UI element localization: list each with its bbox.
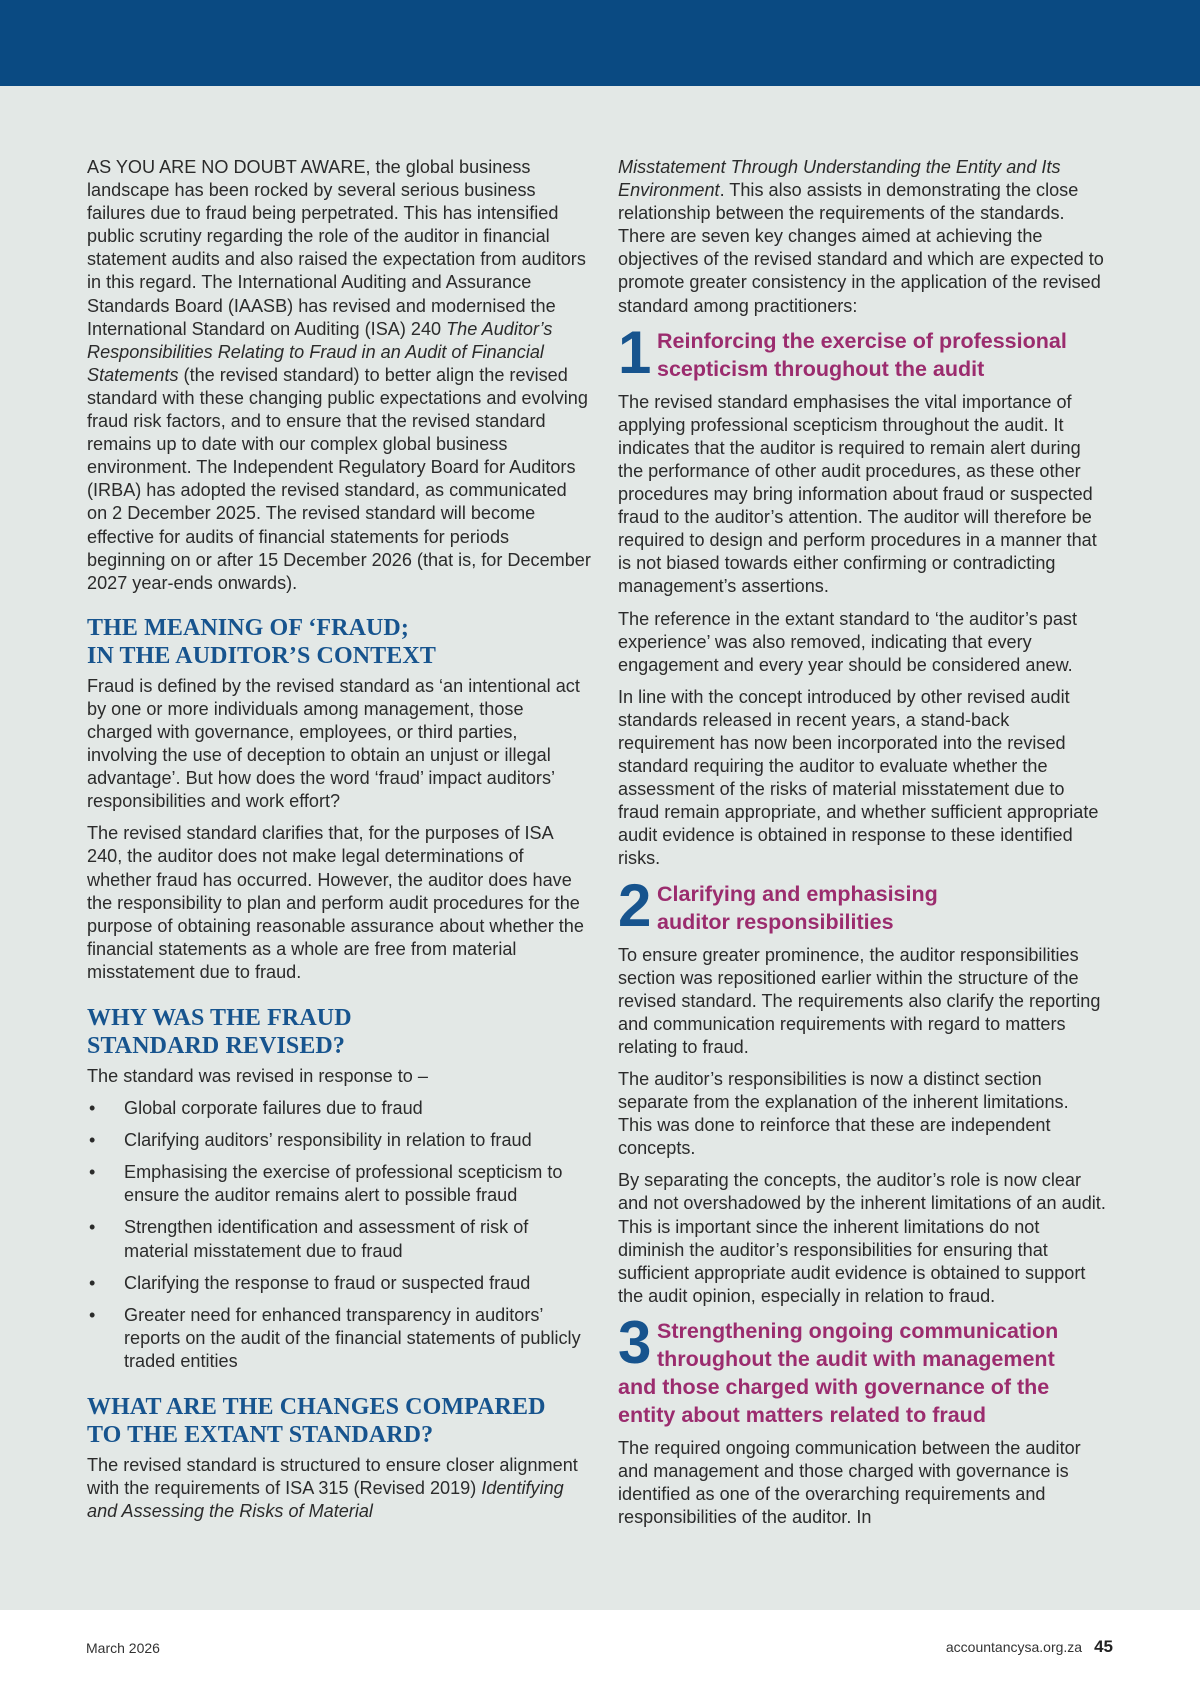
list-item: • Greater need for enhanced transparency in auditors’ reports on the audit of the financial statements of publicly traded entities [89, 1304, 581, 1371]
list-item: • Clarifying the response to fraud or suspected fraud [87, 1272, 591, 1295]
list-item: • Clarifying auditors’ responsibility in relation to fraud [87, 1129, 591, 1152]
header-band [0, 0, 1200, 86]
list-item: • Global corporate failures due to fraud [87, 1097, 591, 1120]
footer-right [946, 1637, 1113, 1657]
bullet-icon: • [89, 1304, 96, 1325]
bullet-icon: • [89, 1162, 96, 1183]
list-item: • Emphasising the exercise of professional scepticism to ensure the auditor remains alert to possible fraud [89, 1162, 563, 1206]
number-2: 2 [618, 871, 652, 939]
page-number: 45 [1094, 1637, 1113, 1656]
scepticism-paragraph: The revised standard emphasises the vital importance of applying professional scepticism throughout the audit. It indicates that the auditor is required to remain alert during the performance of other audit procedures, as these other procedures may bring information about fraud or suspected fraud to the auditor’s attention. The auditor will therefore be required to design and perform procedures in a manner that is not biased towards either confirming or contradicting management’s assertions. [618, 391, 1097, 597]
website-link[interactable]: accountancysa.org.za [945, 1639, 1083, 1655]
revised-intro-paragraph: The standard was revised in response to – [87, 1066, 428, 1086]
prominence-paragraph: To ensure greater prominence, the auditor responsibilities section was repositioned earlier within the structure of the revised standard. The requirements also clarify the reporting and communication requirements with regard to matters relating to fraud. [618, 944, 1101, 1057]
list-item: • Strengthen identification and assessment of risk of material misstatement due to fraud [89, 1217, 529, 1261]
bullet-icon: • [89, 1098, 96, 1119]
separating-concepts-paragraph: By separating the concepts, the auditor’s role is now clear and not overshadowed by the inherent limitations of an audit. This is important since the inherent limitations do not diminish the auditor’s responsibilities for ensuring that sufficient appropriate audit evidence is obtained to support the audit opinion, especially in relation to fraud. [618, 1170, 1106, 1306]
standard-title: The Auditor’s Responsibilities Relating to Fraud in an Audit of Financial Statements [87, 318, 553, 385]
key-changes-intro: Misstatement Through Understanding the Entity and Its Environment. This also assists in demonstrating the close relationship between the requirements of the standards. There are seven key changes aimed at achieving the objectives of the revised standard and which are expected to promote greater consistency in the application of the revised standard among practitioners: [618, 157, 1104, 316]
issue-date: March 2026 [86, 1640, 160, 1656]
section-heading-meaning-of-fraud: THE MEANING OF ‘FRAUD; IN THE AUDITOR’S CONTEXT [87, 614, 436, 669]
key-change-3-heading: 3 Strengthening ongoing communication throughout the audit with management and those charged with governance of the entity about matters related to fraud [618, 1308, 1059, 1427]
intro-paragraph: AS YOU ARE NO DOUBT AWARE, the global business landscape has been rocked by several serious business failures due to fraud being perpetrated. This has intensified public scrutiny regarding the role of the auditor in financial statement audits and also raised the expectation from auditors in this regard. The International Auditing and Assurance Standards Board (IAASB) has revised and modernised the International Standard on Auditing (ISA) 240 The Auditor’s Responsibilities Relating to Fraud in an Audit of Financial Statements (the revised standard) to better align the revised standard with these changing public expectations and evolving fraud risk factors, and to ensure that the revised standard remains up to date with our complex global business environment. The Independent Regulatory Board for Auditors (IRBA) has adopted the revised standard, as communicated on 2 December 2025. The revised standard will become effective for audits of financial statements for periods beginning on or after 15 December 2026 (that is, for December 2027 year-ends onwards). [87, 157, 591, 593]
structure-paragraph: The revised standard is structured to ensure closer alignment with the requirements of ISA 315 (Revised 2019) Identifying and Assessing the Risks of Material [87, 1455, 578, 1522]
key-change-2-heading: 2 Clarifying and emphasising auditor responsibilities [618, 871, 938, 939]
fraud-definition-paragraph: Fraud is defined by the revised standard as ‘an intentional act by one or more individuals among management, those charged with governance, employees, or third parties, involving the use of deception to obtain an unjust or illegal advantage’. But how does the word ‘fraud’ impact auditors’ responsibilities and work effort? [87, 675, 580, 812]
key-change-1-heading: 1 Reinforcing the exercise of professional scepticism throughout the audit [618, 318, 1067, 386]
communication-paragraph: The required ongoing communication between the auditor and management and those charged with governance is identified as one of the overarching requirements and responsibilities of the auditor. In [618, 1437, 1081, 1528]
bullet-icon: • [89, 1217, 96, 1238]
legal-determination-paragraph: The revised standard clarifies that, for the purposes of ISA 240, the auditor does not make legal determinations of whether fraud has occurred. However, the auditor does have the responsibility to plan and perform audit procedures for the purpose of obtaining reasonable assurance about whether the financial statements as a whole are free from material misstatement due to fraud. [87, 823, 584, 982]
right-column [618, 156, 1106, 1529]
left-column [87, 156, 591, 1523]
number-3: 3 [618, 1308, 652, 1376]
number-1: 1 [618, 318, 652, 386]
distinct-section-paragraph: The auditor’s responsibilities is now a distinct section separate from the explanation of the inherent limitations. This was done to reinforce that these are independent concepts. [618, 1069, 1069, 1159]
stand-back-paragraph: In line with the concept introduced by other revised audit standards released in recent years, a stand-back requirement has now been incorporated into the revised standard requiring the auditor to evaluate whether the assessment of the risks of material misstatement due to fraud remain appropriate, and whether sufficient appropriate audit evidence is obtained in response to these identified risks. [618, 686, 1099, 869]
bullet-icon: • [89, 1272, 96, 1293]
section-heading-changes: WHAT ARE THE CHANGES COMPARED TO THE EXTANT STANDARD? [87, 1394, 546, 1449]
section-heading-why-revised: WHY WAS THE FRAUD STANDARD REVISED? [87, 1005, 352, 1059]
past-experience-paragraph: The reference in the extant standard to ‘the auditor’s past experience’ was also removed, indicating that every engagement and every year should be considered anew. [618, 608, 1077, 675]
revision-reasons-list [87, 1097, 591, 1373]
bullet-icon: • [89, 1130, 96, 1151]
